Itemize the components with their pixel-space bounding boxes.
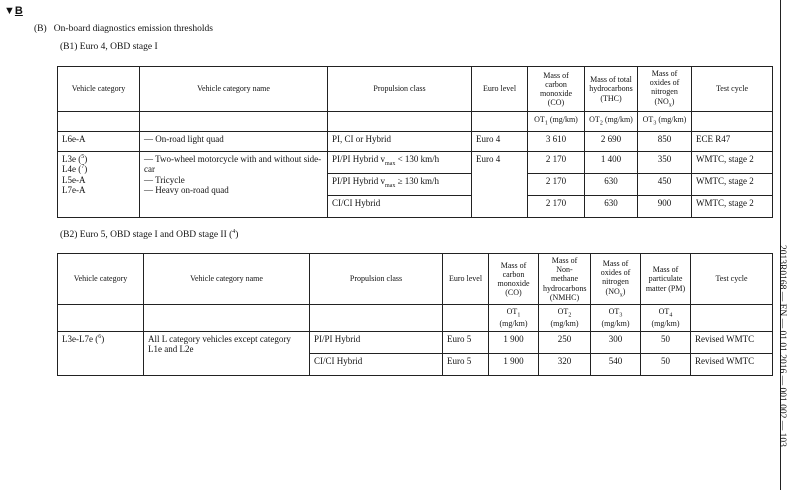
document-reference: 2013R0168 — EN — 01.01.2016 — 001.002 — 103 [777, 245, 787, 447]
cell-euro: Euro 4 [472, 132, 528, 152]
cell-category: L6e-A [58, 132, 140, 152]
cell-propulsion: PI/PI Hybrid $v_{max} \ge 130$ km/h [328, 174, 472, 196]
unit-ot4: $OT_4$ (mg/km) [641, 304, 691, 331]
cell-category: L3e-L7e ($^6$) [58, 331, 144, 375]
marker-letter: B [14, 5, 23, 17]
cell-name-list [140, 152, 328, 218]
cell-nox: 850 [638, 132, 692, 152]
header-pm: Mass of particulate matter (PM) [641, 254, 691, 305]
category-item: L7e-A [62, 185, 86, 196]
header-nmhc: Mass of Non-methane hydrocarbons (NMHC) [539, 254, 591, 305]
table-row [58, 132, 773, 152]
unit-ot1: $OT_1$ (mg/km) [528, 112, 585, 132]
cell-nmhc: 320 [539, 353, 591, 375]
header-co: Mass of carbon monoxide (CO) [528, 67, 585, 112]
header-co: Mass of carbon monoxide (CO) [489, 254, 539, 305]
header-vehicle-category: Vehicle category [58, 67, 140, 112]
header-vehicle-category: Vehicle category [58, 254, 144, 305]
cell-cycle: WMTC, stage 2 [692, 196, 773, 218]
unit-ot3: $OT_3$ (mg/km) [591, 304, 641, 331]
header-propulsion-class: Propulsion class [328, 67, 472, 112]
header-test-cycle: Test cycle [692, 67, 773, 112]
cell-euro: Euro 4 [472, 152, 528, 218]
cell-thc: 630 [585, 196, 638, 218]
cell-pm: 50 [641, 331, 691, 353]
cell-nox: 540 [591, 353, 641, 375]
cell-propulsion: PI, CI or Hybrid [328, 132, 472, 152]
amendment-marker: ▼B [4, 5, 23, 17]
category-item: L4e ($^7$) [62, 164, 88, 175]
cell-nox: 350 [638, 152, 692, 174]
cell-co: 2 170 [528, 152, 585, 174]
unit-ot1: $OT_1$ (mg/km) [489, 304, 539, 331]
cell-co: 2 170 [528, 196, 585, 218]
header-propulsion-class: Propulsion class [310, 254, 443, 305]
cell-propulsion: CI/CI Hybrid [310, 353, 443, 375]
header-vehicle-category-name: Vehicle category name [144, 254, 310, 305]
header-thc: Mass of total hydrocarbons (THC) [585, 67, 638, 112]
section-heading [34, 24, 213, 34]
cell-propulsion: PI/PI Hybrid $v_{max} < 130$ km/h [328, 152, 472, 174]
name-item: — Two-wheel motorcycle with and without side-car [144, 154, 322, 175]
name-item: — Heavy on-road quad [144, 185, 229, 196]
cell-propulsion: CI/CI Hybrid [328, 196, 472, 218]
cell-thc: 630 [585, 174, 638, 196]
header-euro-level: Euro level [443, 254, 489, 305]
cell-name: — On-road light quad [140, 132, 328, 152]
cell-cycle: Revised WMTC [691, 353, 773, 375]
table2-caption: (B2) Euro 5, OBD stage I and OBD stage II ($^4$) [60, 229, 239, 241]
header-test-cycle: Test cycle [691, 254, 773, 305]
name-item: — Tricycle [144, 174, 185, 185]
header-euro-level: Euro level [472, 67, 528, 112]
unit-ot2: $OT_2$ (mg/km) [539, 304, 591, 331]
cell-nox: 300 [591, 331, 641, 353]
cell-co: 1 900 [489, 331, 539, 353]
header-nox: Mass of oxides of nitrogen $(NO_x)$ [638, 67, 692, 112]
unit-ot3: $OT_3$ (mg/km) [638, 112, 692, 132]
category-item: L3e ($^5$) [62, 154, 88, 165]
section-label: (B) [34, 24, 47, 34]
cell-euro: Euro 5 [443, 353, 489, 375]
cell-co: 1 900 [489, 353, 539, 375]
section-title: On-board diagnostics emission thresholds [53, 24, 213, 34]
cell-category-list [58, 152, 140, 218]
cell-nmhc: 250 [539, 331, 591, 353]
table-euro4-obd-stage1 [57, 66, 773, 218]
header-nox: Mass of oxides of nitrogen $(NO_x)$ [591, 254, 641, 305]
table-row [58, 152, 773, 174]
cell-cycle: ECE R47 [692, 132, 773, 152]
cell-cycle: WMTC, stage 2 [692, 152, 773, 174]
header-vehicle-category-name: Vehicle category name [140, 67, 328, 112]
cell-euro: Euro 5 [443, 331, 489, 353]
unit-ot2: $OT_2$ (mg/km) [585, 112, 638, 132]
cell-cycle: WMTC, stage 2 [692, 174, 773, 196]
cell-name: All L category vehicles except category L1e and L2e [144, 331, 310, 375]
table-euro5-obd-stage1-2 [57, 253, 773, 376]
cell-thc: 2 690 [585, 132, 638, 152]
cell-nox: 900 [638, 196, 692, 218]
cell-pm: 50 [641, 353, 691, 375]
category-item: L5e-A [62, 174, 86, 185]
cell-thc: 1 400 [585, 152, 638, 174]
cell-co: 3 610 [528, 132, 585, 152]
cell-co: 2 170 [528, 174, 585, 196]
table-row [58, 331, 773, 353]
cell-propulsion: PI/PI Hybrid [310, 331, 443, 353]
table1-caption: (B1) Euro 4, OBD stage I [60, 42, 158, 52]
cell-cycle: Revised WMTC [691, 331, 773, 353]
cell-nox: 450 [638, 174, 692, 196]
